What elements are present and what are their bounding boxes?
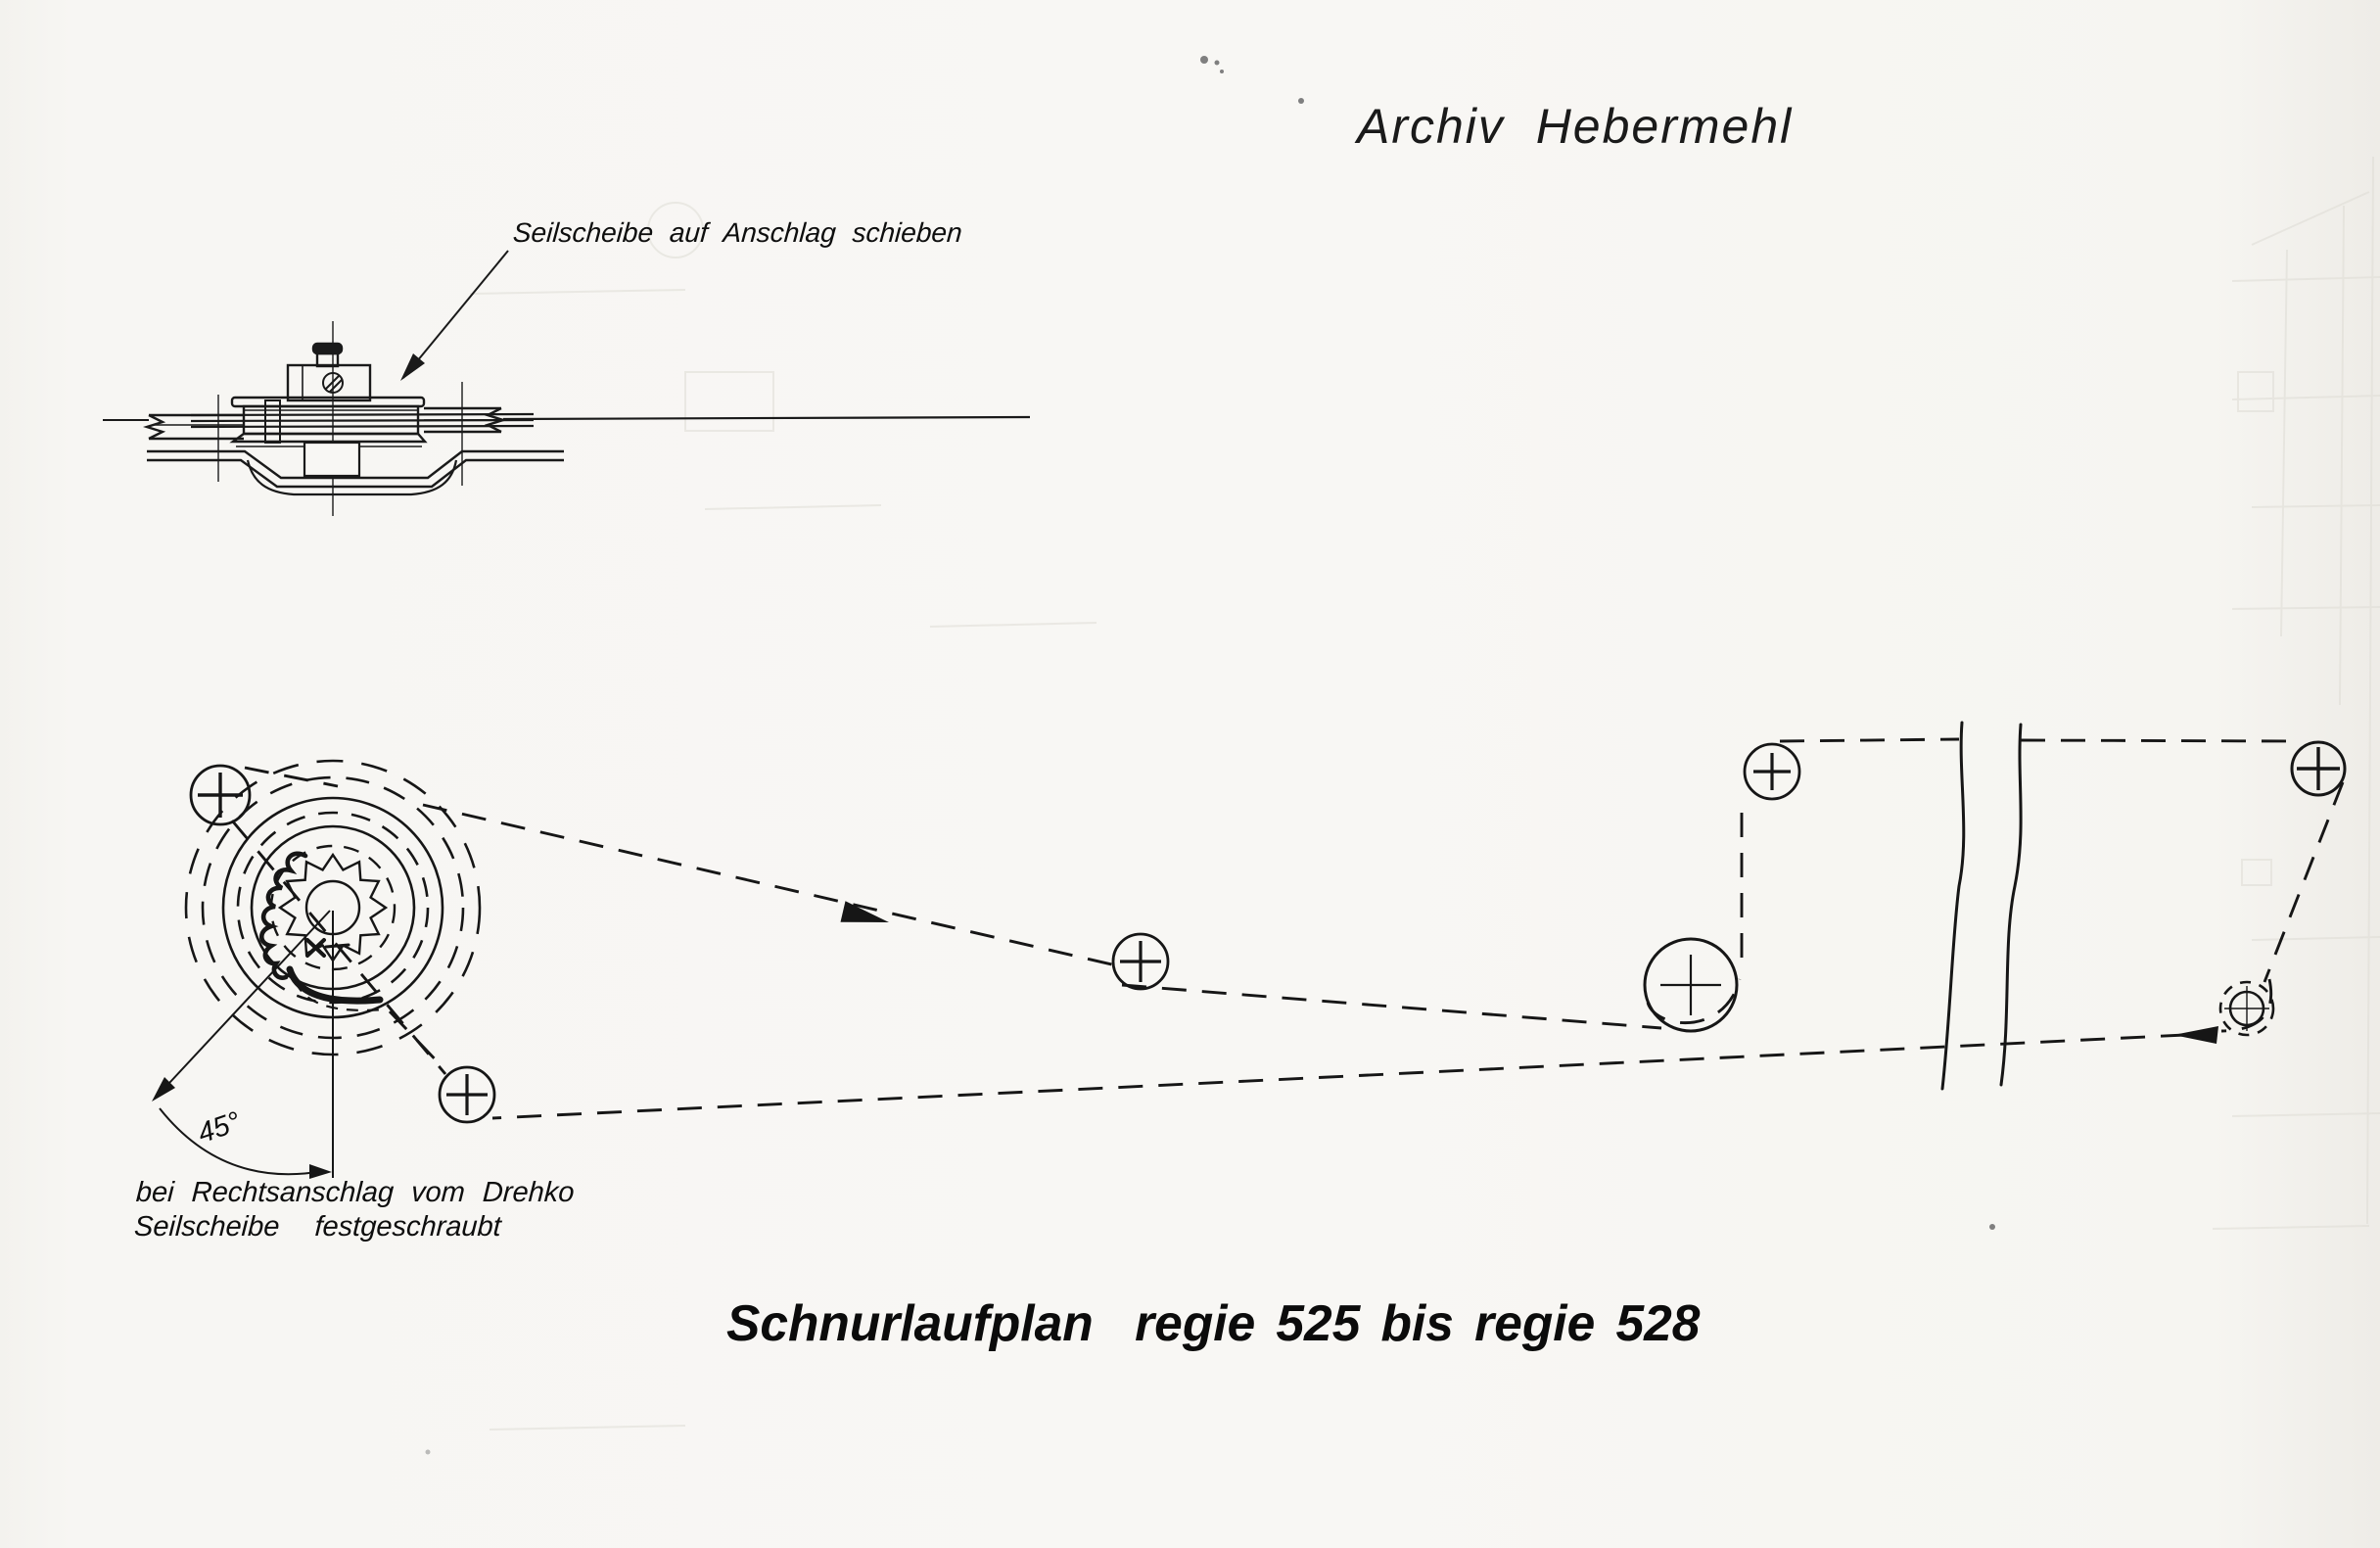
label-leader <box>400 251 508 381</box>
cord-runs <box>232 739 2343 1118</box>
pulley-f <box>2292 742 2345 795</box>
cord-arrow-right <box>841 901 890 922</box>
scan-specks <box>426 56 1996 1455</box>
pulley-top-flange <box>232 398 424 406</box>
run-f-to-g <box>2264 782 2343 982</box>
cord-arrow-left <box>2173 1026 2218 1044</box>
archive-stamp-text: Archiv Hebermehl <box>1357 99 1794 154</box>
pulley-c <box>1113 934 1168 989</box>
angle-arc <box>160 1105 323 1174</box>
hub-base <box>304 443 359 476</box>
bleed-through-ghost-lines <box>470 157 2380 1430</box>
seilscheibe-instruction-label: Seilscheibe auf Anschlag schieben <box>511 217 963 248</box>
pulley-e <box>1745 744 1799 799</box>
drum-note-line1: bei Rechtsanschlag vom Drehko <box>135 1177 576 1208</box>
pulley-a <box>191 766 250 824</box>
pulley-b <box>440 1067 494 1122</box>
clamp-nut <box>313 344 342 366</box>
diagram-title: Schnurlaufplan regie 525 bis regie 528 <box>726 1295 1701 1352</box>
pulley-bottom-flange <box>233 434 425 442</box>
break-lines <box>1942 723 2021 1089</box>
run-e-to-break <box>1780 739 1959 741</box>
drum-note-line2: Seilscheibe festgeschraubt <box>133 1211 502 1243</box>
run-g-to-b <box>492 1035 2185 1118</box>
clamp-block <box>288 365 370 400</box>
drum-fastening-note <box>133 1176 575 1245</box>
angle-value-label: 45° <box>194 1105 245 1150</box>
seilscheibe-side-view <box>103 251 1030 516</box>
run-drum-to-c <box>423 805 1116 965</box>
cord-run-diagram <box>152 723 2345 1179</box>
run-break-to-f <box>2021 740 2294 741</box>
run-c-to-d <box>1122 985 1661 1028</box>
